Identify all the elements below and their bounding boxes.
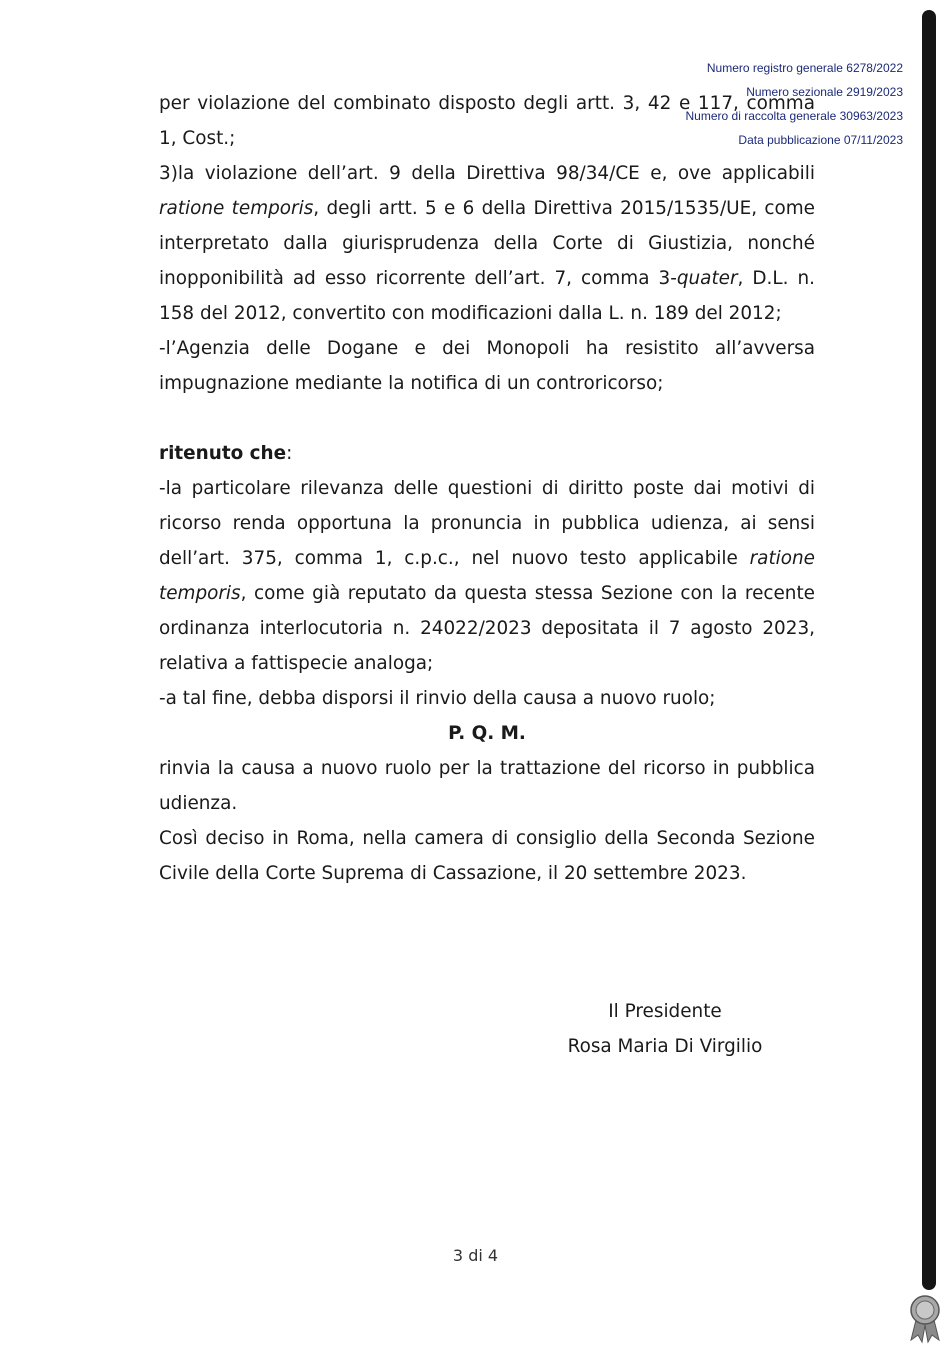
page-number: 3 di 4	[452, 1246, 499, 1265]
stamp-registro-generale: Numero registro generale 6278/2022	[706, 61, 903, 75]
paragraph-2-text-c: , D.L. n. 158 del 2012, convertito con modificazioni dalla L. n. 189 del 2012;	[159, 268, 816, 324]
signature-block	[540, 994, 790, 1064]
signature-name: Rosa Maria Di Virgilio	[567, 1036, 763, 1057]
paragraph-4-text-a: -la particolare rilevanza delle questioni di diritto poste dai motivi di ricorso renda opportuna la pronuncia in pubblica udienza, ai sensi dell’art. 375, comma 1, c.p.c., nel nuovo testo applicabile	[159, 478, 815, 569]
scrollbar[interactable]	[922, 10, 936, 1290]
paragraph-2-text-a: 3)la violazione dell’art. 9 della Direttiva 98/34/CE e, ove applicabili	[159, 163, 815, 184]
stamp-data-pubblicazione: Data pubblicazione 07/11/2023	[738, 133, 903, 147]
section-heading-colon: :	[286, 443, 293, 464]
paragraph-4-text-b: , come già reputato da questa stessa Sezione con la recente ordinanza interlocutoria n. 24022/2023 depositata il 7 agosto 2023, relativa a fattispecie analoga;	[159, 583, 815, 674]
signature-title: Il Presidente	[608, 1001, 722, 1022]
paragraph-2	[159, 156, 815, 331]
paragraph-2-italic-1: ratione temporis	[159, 198, 314, 219]
paragraph-1: per violazione del combinato disposto degli artt. 3, 42 e 117, comma 1, Cost.;	[159, 93, 815, 149]
paragraph-5: -a tal fine, debba disporsi il rinvio della causa a nuovo ruolo;	[159, 688, 716, 709]
paragraph-6: rinvia la causa a nuovo ruolo per la trattazione del ricorso in pubblica udienza.	[159, 758, 815, 814]
section-heading-bold: ritenuto che	[159, 443, 287, 464]
blank-line	[159, 401, 815, 436]
award-ribbon-icon	[903, 1294, 947, 1344]
stamp-numero-sezionale: Numero sezionale 2919/2023	[746, 85, 903, 99]
paragraph-2-text-b: , degli artt. 5 e 6 della Direttiva 2015/1535/UE, come interpretato dalla giurisprudenza della Corte di Giustizia, nonché inopponibilità ad esso ricorrente dell’art. 7, comma 3-	[159, 198, 815, 289]
paragraph-4-italic: ratione temporis	[159, 548, 815, 604]
paragraph-7: Così deciso in Roma, nella camera di consiglio della Seconda Sezione Civile della Corte Suprema di Cassazione, il 20 settembre 2023.	[159, 828, 815, 884]
section-heading	[159, 436, 815, 471]
paragraph-2-italic-2: quater	[676, 268, 738, 289]
stamp-numero-raccolta: Numero di raccolta generale 30963/2023	[685, 109, 903, 123]
pqm-heading: P. Q. M.	[448, 723, 526, 744]
document-body	[159, 86, 815, 891]
paragraph-4	[159, 471, 815, 681]
paragraph-3: -l’Agenzia delle Dogane e dei Monopoli ha resistito all’avversa impugnazione mediante la notifica di un controricorso;	[159, 338, 815, 394]
